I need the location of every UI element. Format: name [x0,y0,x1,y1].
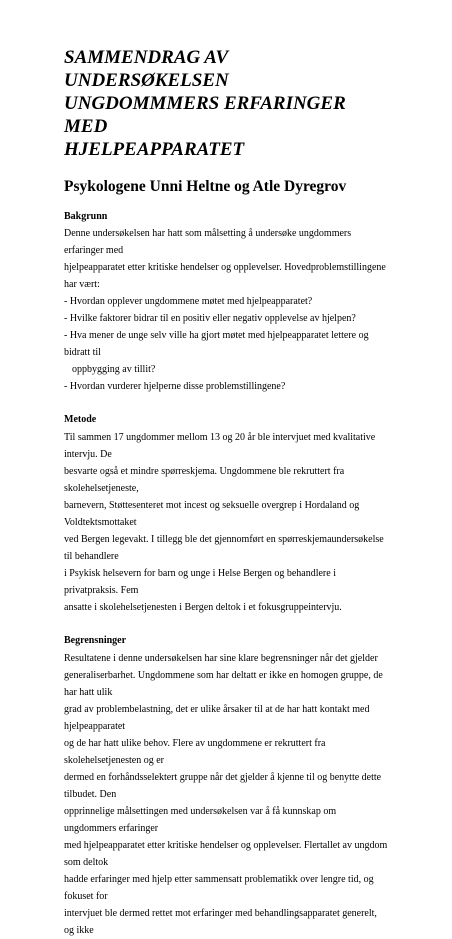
text-line: besvarte også et mindre spørreskjema. Ungdommene ble rekruttert fra skolehelsetjeneste, [64,466,345,494]
text-line: grad av problembelastning, det er ulike årsaker til at de har hatt kontakt med hjelpeapparatet [64,704,370,732]
section-bakgrunn [64,209,388,395]
text-line: Til sammen 17 ungdommer mellom 13 og 20 år ble intervjuet med kvalitative intervju. De [64,432,376,460]
text-line: med hjelpeapparatet etter kritiske hendelser og opplevelser. Flertallet av ungdom som deltok [64,840,388,868]
text-line: og de har hatt ulike behov. Flere av ungdommene er rekruttert fra skolehelsetjenesten og er [64,738,326,766]
section-metode [64,412,388,616]
continuation-text: oppbygging av tillit? [72,364,156,375]
list-item: - Hvilke faktorer bidrar til en positiv eller negativ opplevelse av hjelpen? [64,313,356,324]
text-line: barnevern, Støttesenteret mot incest og seksuelle overgrep i Hordaland og Voldtektsmottaket [64,500,360,528]
document-title [64,46,388,161]
text-line: Resultatene i denne undersøkelsen har sine klare begrensninger når det gjelder [64,653,378,664]
text-line: opprinnelige målsettingen med undersøkelsen var å få kunnskap om ungdommers erfaringer [64,806,337,834]
text-line: ansatte i skolehelsetjenesten i Bergen deltok i et fokusgruppeintervju. [64,602,342,613]
text-line: intervjuet ble dermed rettet mot erfaringer med behandlingsapparatet generelt, og ikke [64,908,377,936]
text-line: dermed en forhåndsselektert gruppe når det gjelder å kjenne til og benytte dette tilbudet. Den [64,772,382,800]
text-line: hadde erfaringer med hjelp etter sammensatt problematikk over lengre tid, og fokuset for [64,874,374,902]
text-line: generaliserbarhet. Ungdommene som har deltatt er ikke en homogen gruppe, de har hatt ulik [64,670,383,698]
section-paragraph [64,225,388,293]
section-heading: Bakgrunn [64,211,108,222]
list-item: - Hva mener de unge selv ville ha gjort møtet med hjelpeapparatet lettere og bidratt til [64,330,369,358]
section-heading: Begrensninger [64,635,127,646]
text-line: i Psykisk helsevern for barn og unge i Helse Bergen og behandlere i privatpraksis. Fem [64,568,336,596]
document-authors: Psykologene Unni Heltne og Atle Dyregrov [64,178,347,195]
text-line: Denne undersøkelsen har hatt som målsetting å undersøke ungdommers erfaringer med [64,228,352,256]
question-list [64,293,388,395]
text-line: hjelpeapparatet etter kritiske hendelser og opplevelser. Hovedproblemstillingene har vært: [64,262,386,290]
title-line: UNGDOMMMERS ERFARINGER MED [64,93,346,137]
section-begrensninger [64,633,388,939]
section-paragraph [64,650,388,939]
title-line: HJELPEAPPARATET [64,139,245,160]
list-item-continuation [64,361,388,378]
list-item: - Hvordan vurderer hjelperne disse problemstillingene? [64,381,286,392]
title-line: SAMMENDRAG AV UNDERSØKELSEN [64,47,229,91]
section-heading: Metode [64,414,97,425]
section-paragraph [64,429,388,616]
list-item: - Hvordan opplever ungdommene møtet med hjelpeapparatet? [64,296,313,307]
text-line: ved Bergen legevakt. I tillegg ble det gjennomført en spørreskjemaundersøkelse til behandlere [64,534,384,562]
